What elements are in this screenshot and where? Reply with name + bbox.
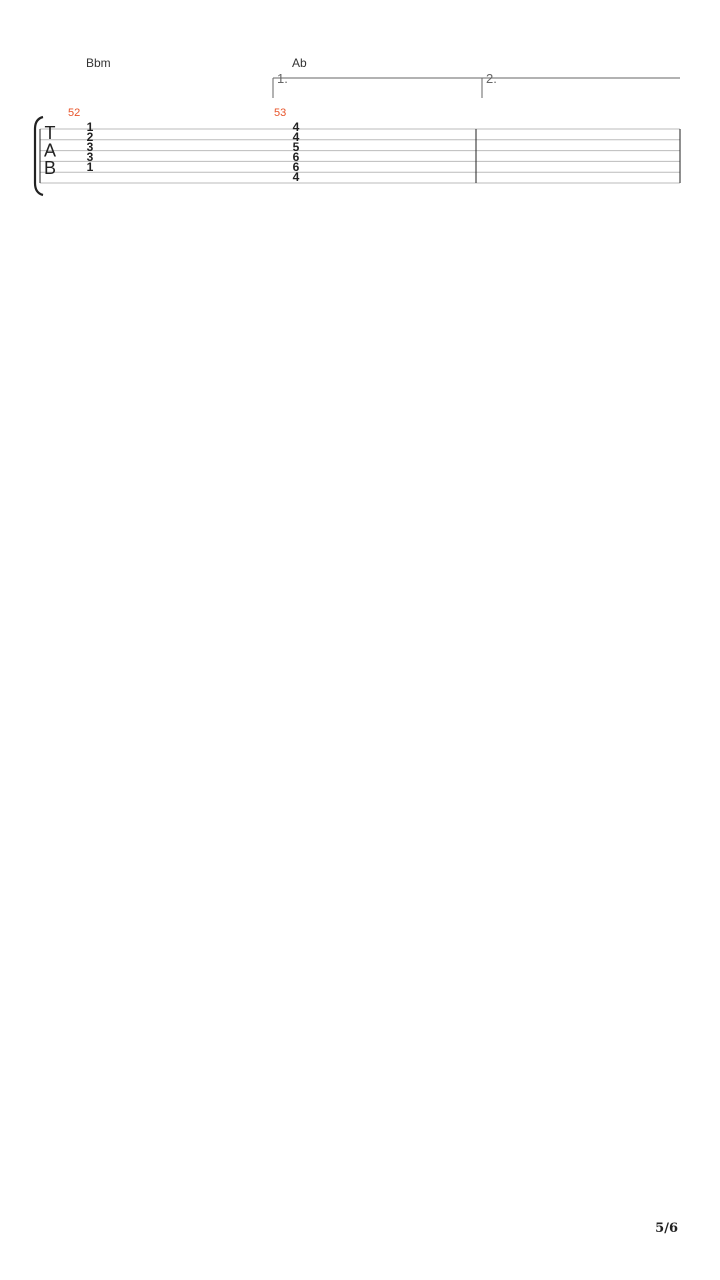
measure-number: 52 — [68, 107, 81, 119]
fret-number: 3 — [86, 150, 94, 164]
fret-number: 5 — [292, 140, 300, 154]
tab-clef-letter: T — [44, 123, 56, 143]
fret-number: 1 — [86, 160, 94, 174]
page-number: 5/6 — [655, 1221, 678, 1236]
fret-number: 4 — [292, 130, 300, 144]
fret-number: 4 — [292, 170, 300, 184]
volta-ending-2: 2. — [486, 71, 497, 86]
tab-clef-letter: B — [43, 158, 57, 178]
chord-name: Bbm — [86, 56, 111, 70]
fret-number: 4 — [292, 120, 300, 134]
chord-name: Ab — [292, 56, 307, 70]
measure-number: 53 — [274, 107, 287, 119]
fret-number: 3 — [86, 140, 94, 154]
fret-number: 6 — [292, 160, 300, 174]
fret-number: 6 — [292, 150, 300, 164]
tab-clef-letter: A — [43, 140, 57, 161]
fret-number: 1 — [86, 120, 94, 134]
fret-number: 2 — [86, 130, 94, 144]
volta-ending-1: 1. — [277, 71, 288, 86]
